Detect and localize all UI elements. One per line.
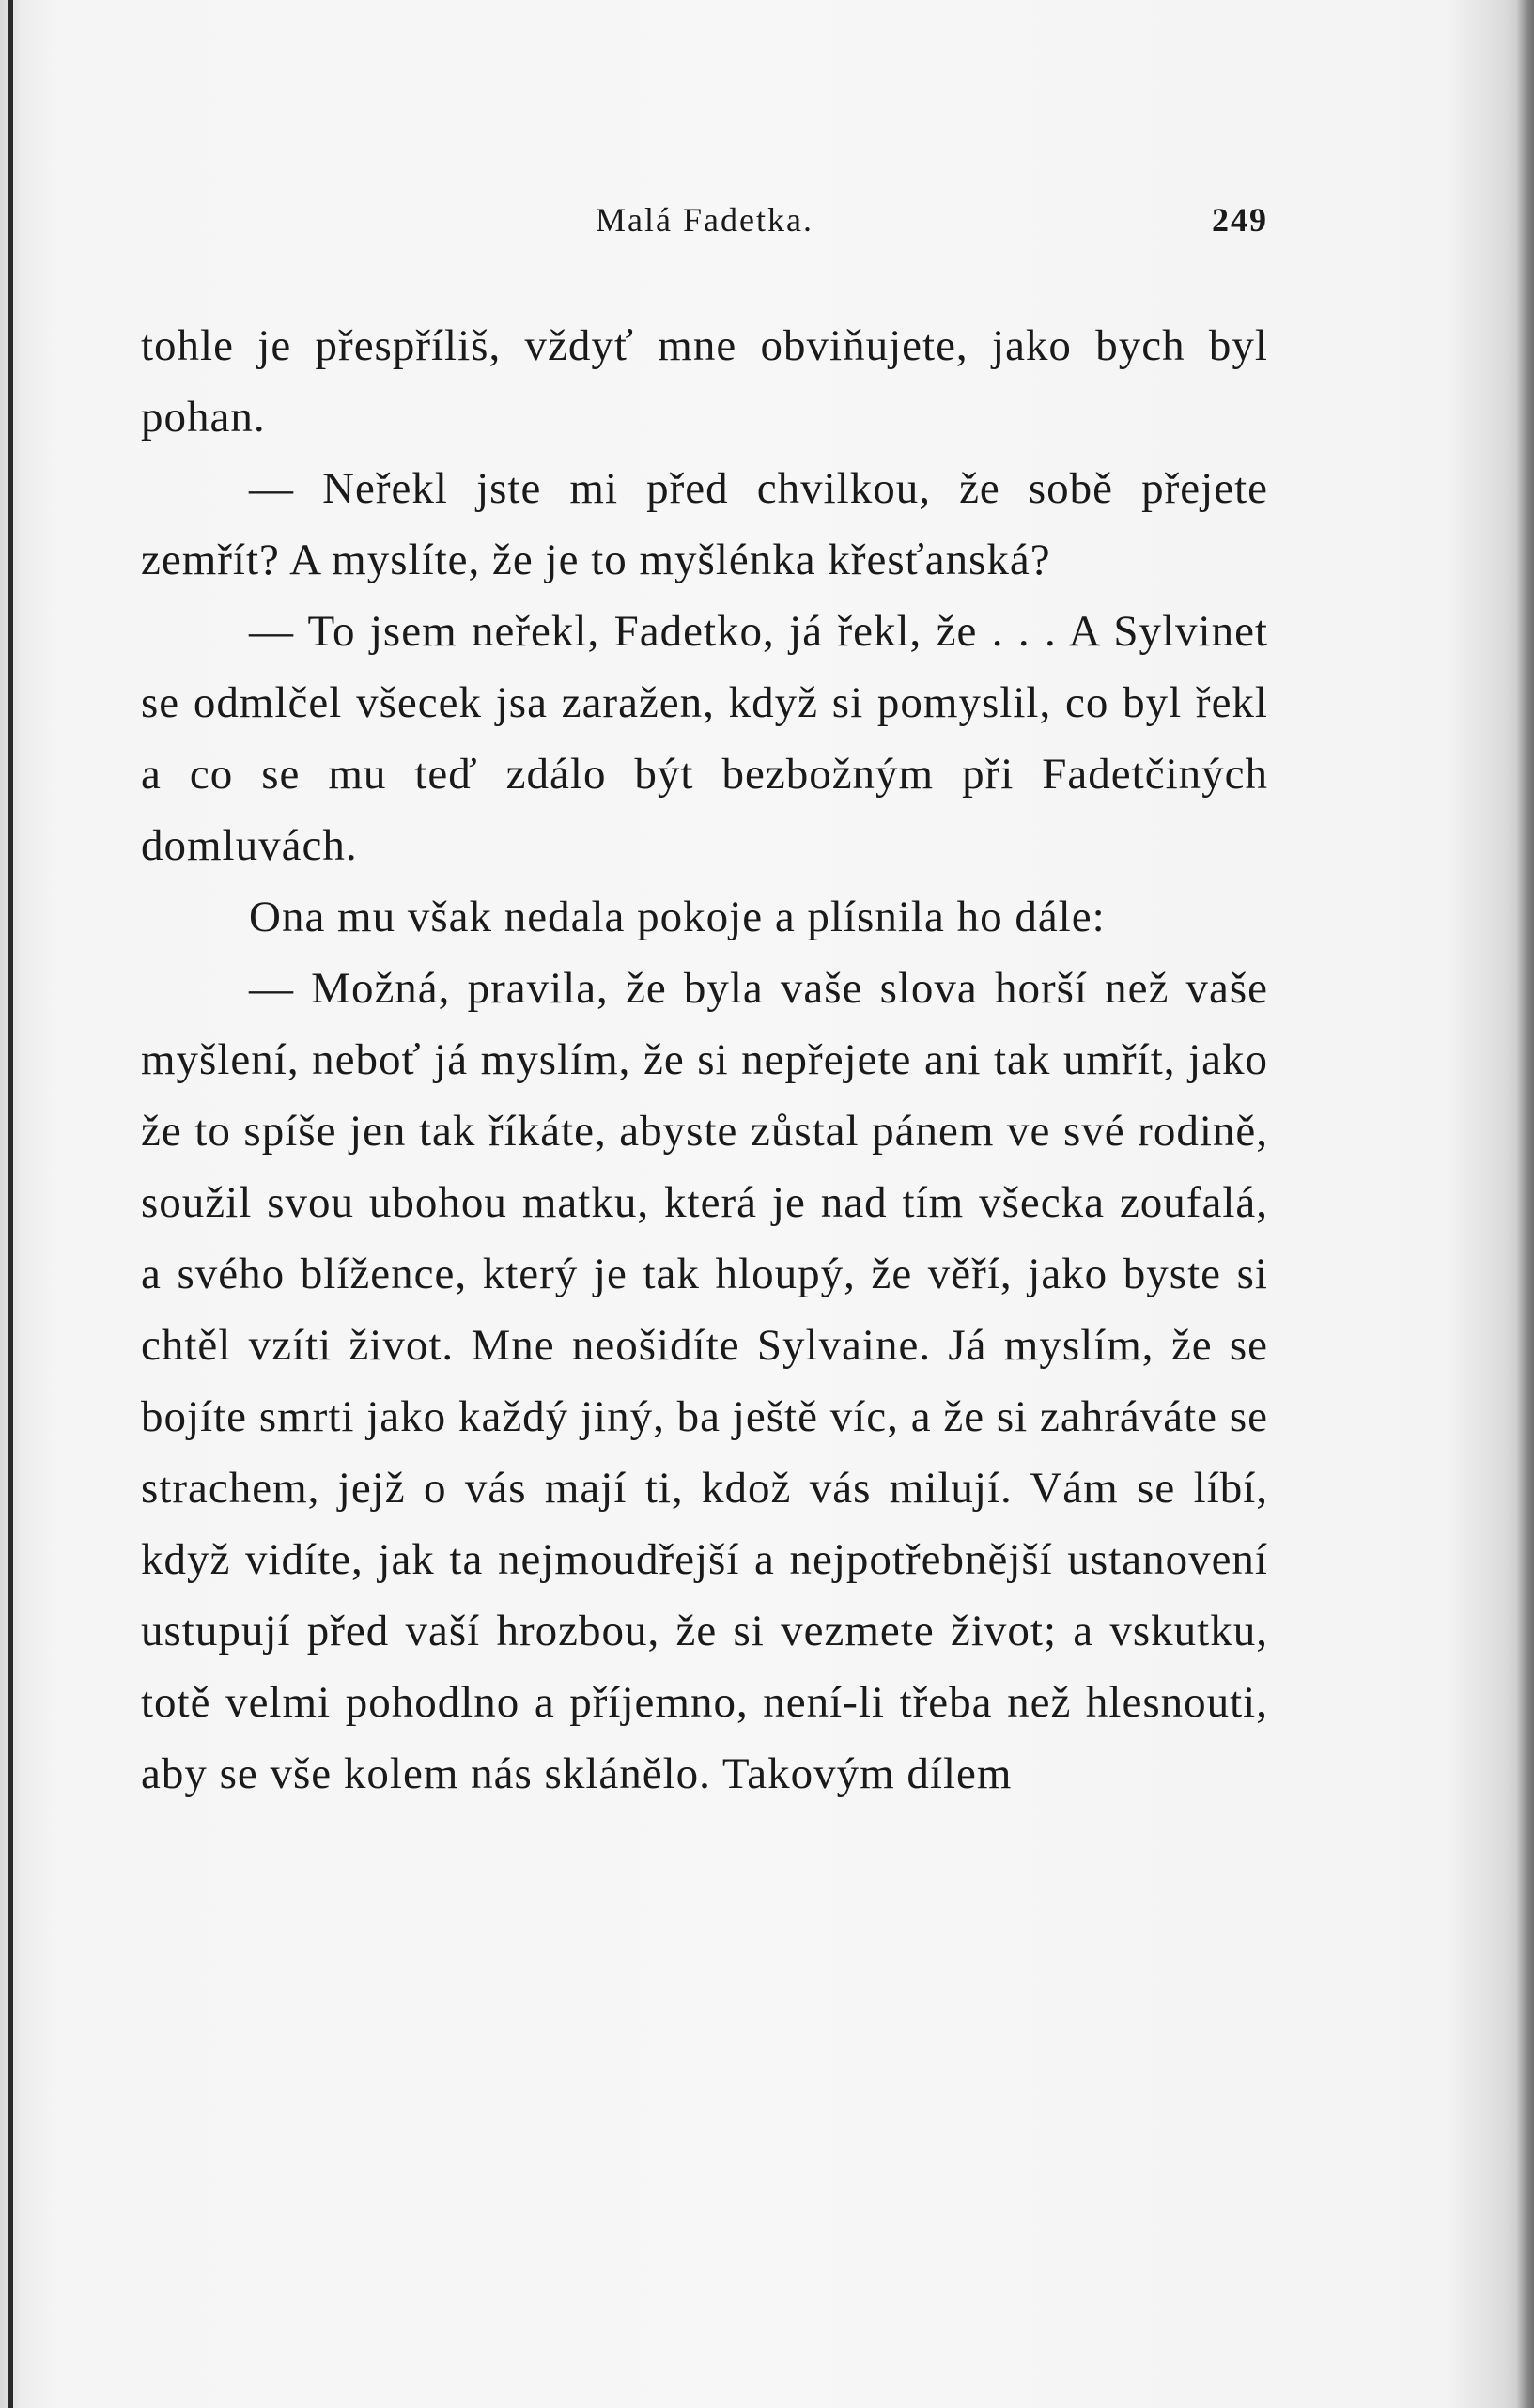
running-title: Malá Fadetka. <box>596 201 813 239</box>
page-left-edge <box>8 0 13 2408</box>
running-header <box>141 183 1268 258</box>
paragraph: — Možná, pravila, že byla vaše slova horší než vaše myšlení, neboť já myslím, že si nepřejete ani tak umřít, jako že to spíše jen tak říkáte, abyste zůstal pánem ve své rodině, soužil svou ubohou matku, která je nad tím všecka zoufalá, a svého blížence, který je tak hloupý, že věří, jako byste si chtěl vzíti život. Mne neošidíte Sylvaine. Já myslím, že se bojíte smrti jako každý jiný, ba ještě víc, a že si zahráváte se strachem, jejž o vás mají ti, kdož vás milují. Vám se líbí, když vidíte, jak ta nejmoudřejší a nejpotřebnější ustanovení ustupují před vaší hrozbou, že si vezmete život; a vskutku, totě velmi pohodlno a příjemno, není-li třeba než hlesnouti, aby se vše kolem nás sklánělo. Takovým dílem <box>141 964 1268 1798</box>
book-page <box>141 183 1268 1810</box>
paragraph: — Neřekl jste mi před chvilkou, že sobě přejete zemřít? A myslíte, že je to myšlénka křesťanská? <box>141 464 1268 584</box>
page-right-edge <box>1517 0 1534 2408</box>
page-number: 249 <box>1212 201 1268 239</box>
body-text <box>141 310 1268 1810</box>
paragraph: Ona mu však nedala pokoje a plísnila ho dále: <box>249 893 1106 941</box>
paragraph: — To jsem neřekl, Fadetko, já řekl, že . . . A Sylvinet se odmlčel všecek jsa zaražen, když si pomyslil, co byl řekl a co se mu teď zdálo být bezbožným při Fadetčiných domluvách. <box>141 607 1268 870</box>
paragraph: tohle je přespříliš, vždyť mne obviňujete, jako bych byl pohan. <box>141 321 1268 442</box>
